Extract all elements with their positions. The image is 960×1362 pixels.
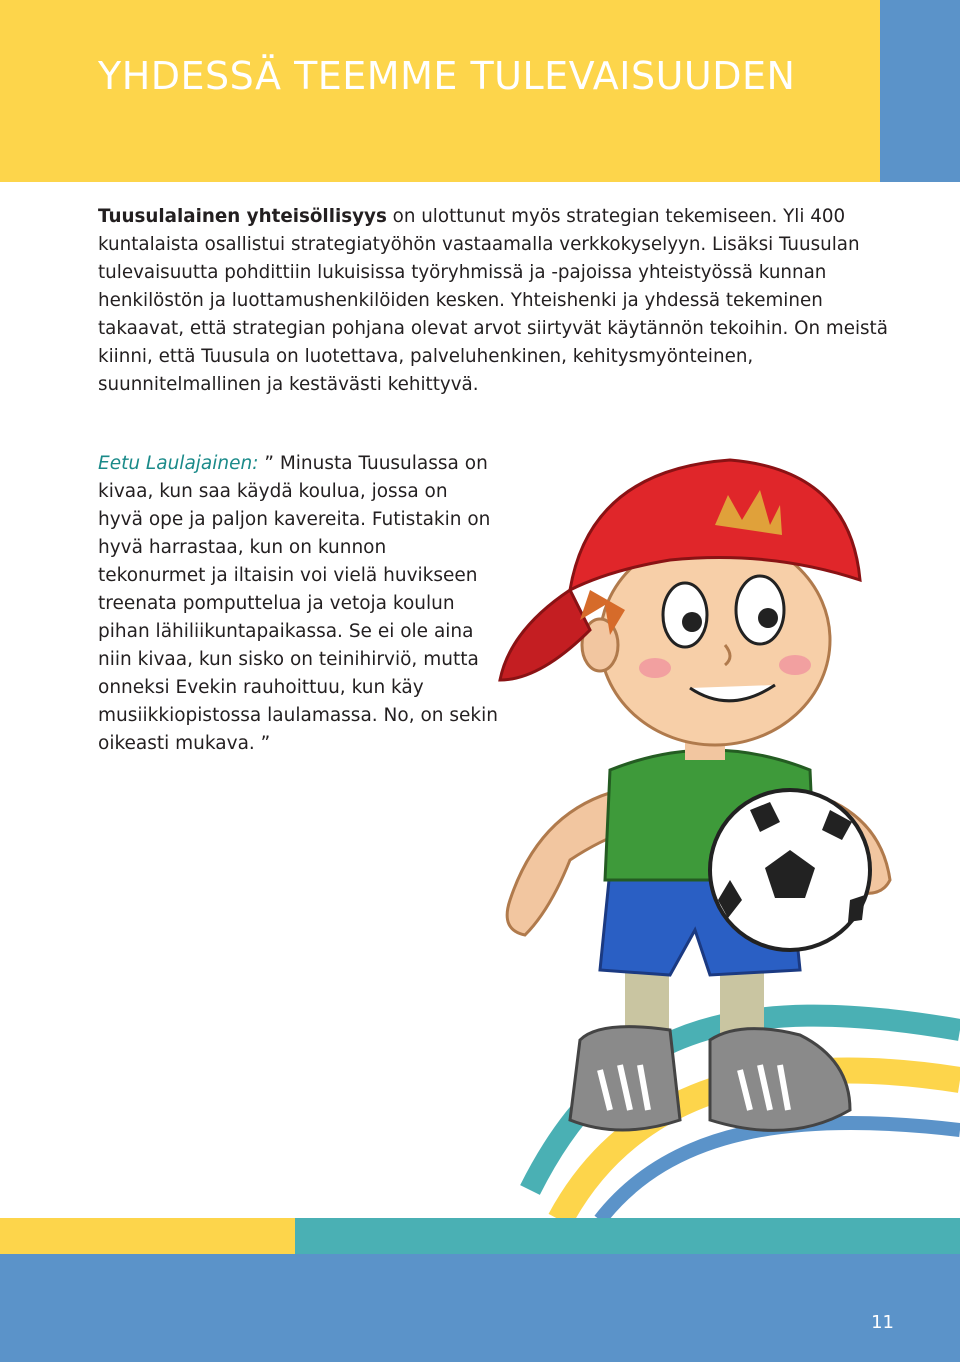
footer-teal-band <box>0 1218 960 1254</box>
intro-paragraph <box>98 203 888 399</box>
footer-blue-band <box>0 1254 960 1362</box>
cheek <box>639 658 671 678</box>
right-pupil <box>758 608 778 628</box>
quote-text: ” Minusta Tuusulassa on kivaa, kun saa käydä koulua, jossa on hyvä ope ja paljon kavereita. Futistakin on hyvä harrastaa, kun on kunnon tekonurmet ja iltaisin voi vielä huvikseen treenata pomputtelua ja vetoja koulun pihan lähiliikuntapaikassa. Se ei ole aina niin kivaa, kun sisko on teinihirviö, mutta onneksi Evekin rauhoittuu, kun käy musiikkiopistossa laulamassa. No, on sekin oikeasti mukava. ” <box>98 453 498 754</box>
page-title: YHDESSÄ TEEMME TULEVAISUUDEN <box>98 54 796 98</box>
footer-yellow-band <box>0 1218 295 1254</box>
intro-lead: Tuusulalainen yhteisöllisyys <box>98 206 387 227</box>
intro-body: on ulottunut myös strategian tekemiseen. Yli 400 kuntalaista osallistui strategiatyöhön vastaamalla verkkokyselyyn. Lisäksi Tuusulan tulevaisuutta pohdittiin lukuisissa työryhmissä ja -pajoissa yhteistyössä kunnan henkilöstön ja luottamushenkilöiden kesken. Yhteishenki ja yhdessä tekeminen takaavat, että strategian pohjana olevat arvot siirtyvät käytännön tekoihin. On meistä kiinni, että Tuusula on luotettava, palveluhenkinen, kehitysmyönteinen, suunnitelmallinen ja kestävästi kehittyvä. <box>98 206 888 395</box>
cheek <box>779 655 811 675</box>
page-number: 11 <box>871 1312 894 1333</box>
left-pupil <box>682 612 702 632</box>
blue-swoosh <box>600 1123 960 1220</box>
boy-with-football-mascot-icon <box>470 430 960 1220</box>
quote-speaker: Eetu Laulajainen: <box>98 453 259 474</box>
right-eye <box>736 576 784 644</box>
quote-paragraph <box>98 450 498 758</box>
cap-visor <box>500 590 590 680</box>
header-blue-strip <box>880 0 960 182</box>
